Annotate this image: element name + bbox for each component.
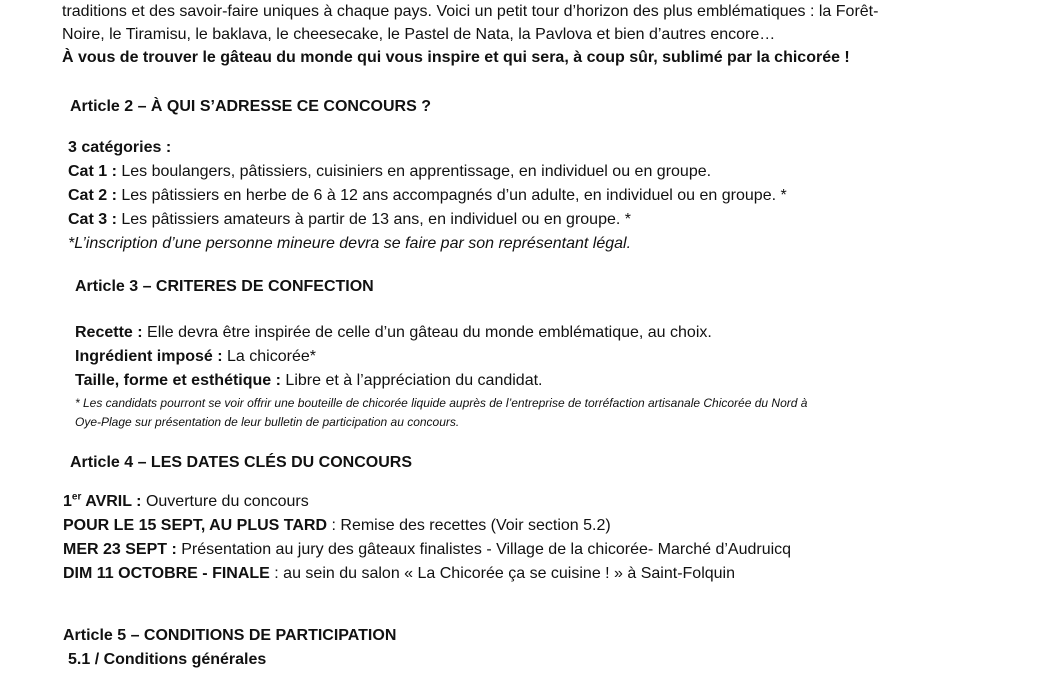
- ingredient-line: [75, 347, 316, 367]
- taille-line: [75, 371, 542, 391]
- footnote-line-1: * Les candidats pourront se voir offrir une bouteille de chicorée liquide auprès de l’entreprise de torréfaction artisanale Chicorée du Nord à: [75, 396, 808, 410]
- category-2: [68, 186, 787, 206]
- category-1-text: Les boulangers, pâtissiers, cuisiniers en apprentissage, en individuel ou en groupe.: [116, 163, 712, 180]
- article-4-title: Article 4 – LES DATES CLÉS DU CONCOURS: [70, 454, 412, 471]
- ingredient-text: La chicorée*: [222, 348, 316, 365]
- taille-label: Taille, forme et esthétique :: [75, 372, 281, 389]
- date-4-label: DIM 11 OCTOBRE - FINALE: [63, 565, 270, 582]
- footnote-line-2: Oye-Plage sur présentation de leur bulletin de participation au concours.: [75, 415, 460, 429]
- date-3-text: Présentation au jury des gâteaux finalistes - Village de la chicorée- Marché d’Audruicq: [176, 541, 792, 558]
- categories-heading: 3 catégories :: [68, 139, 172, 156]
- category-3: [68, 210, 631, 230]
- category-3-text: Les pâtissiers amateurs à partir de 13 ans, en individuel ou en groupe. *: [116, 211, 631, 228]
- date-4-text: : au sein du salon « La Chicorée ça se cuisine ! » à Saint-Folquin: [269, 565, 736, 582]
- recette-line: [75, 323, 712, 343]
- intro-line-2: Noire, le Tiramisu, le baklava, le cheesecake, le Pastel de Nata, la Pavlova et bien d’autres encore…: [62, 26, 776, 43]
- date-4: [63, 564, 735, 584]
- section-5-1-title: 5.1 / Conditions générales: [68, 651, 267, 668]
- intro-line-3: À vous de trouver le gâteau du monde qui vous inspire et qui sera, à coup sûr, sublimé par la chicorée !: [62, 49, 850, 66]
- article-3-title: Article 3 – CRITERES DE CONFECTION: [75, 278, 374, 295]
- date-1: [63, 492, 309, 512]
- date-2: [63, 516, 611, 536]
- category-2-label: Cat 2 :: [68, 187, 117, 204]
- date-1-label: AVRIL :: [81, 493, 142, 510]
- date-1-number: 1: [63, 493, 72, 510]
- recette-text: Elle devra être inspirée de celle d’un gâteau du monde emblématique, au choix.: [142, 324, 712, 341]
- article-2-title: Article 2 – À QUI S’ADRESSE CE CONCOURS ?: [70, 98, 431, 115]
- category-3-label: Cat 3 :: [68, 211, 117, 228]
- article-5-title: Article 5 – CONDITIONS DE PARTICIPATION: [63, 627, 397, 644]
- minor-registration-note: *L’inscription d’une personne mineure devra se faire par son représentant légal.: [68, 235, 632, 252]
- intro-line-1: traditions et des savoir-faire uniques à chaque pays. Voici un petit tour d’horizon des plus emblématiques : la Forêt-: [62, 3, 879, 20]
- ingredient-label: Ingrédient imposé :: [75, 348, 223, 365]
- date-3: [63, 540, 791, 560]
- category-1-label: Cat 1 :: [68, 163, 117, 180]
- date-3-label: MER 23 SEPT :: [63, 541, 177, 558]
- category-1: [68, 162, 711, 182]
- category-2-text: Les pâtissiers en herbe de 6 à 12 ans accompagnés d’un adulte, en individuel ou en groupe. *: [116, 187, 787, 204]
- taille-text: Libre et à l’appréciation du candidat.: [280, 372, 543, 389]
- date-2-label: POUR LE 15 SEPT, AU PLUS TARD: [63, 517, 328, 534]
- date-1-text: Ouverture du concours: [141, 493, 309, 510]
- date-1-superscript: er: [71, 491, 82, 503]
- date-2-text: : Remise des recettes (Voir section 5.2): [327, 517, 611, 534]
- recette-label: Recette :: [75, 324, 143, 341]
